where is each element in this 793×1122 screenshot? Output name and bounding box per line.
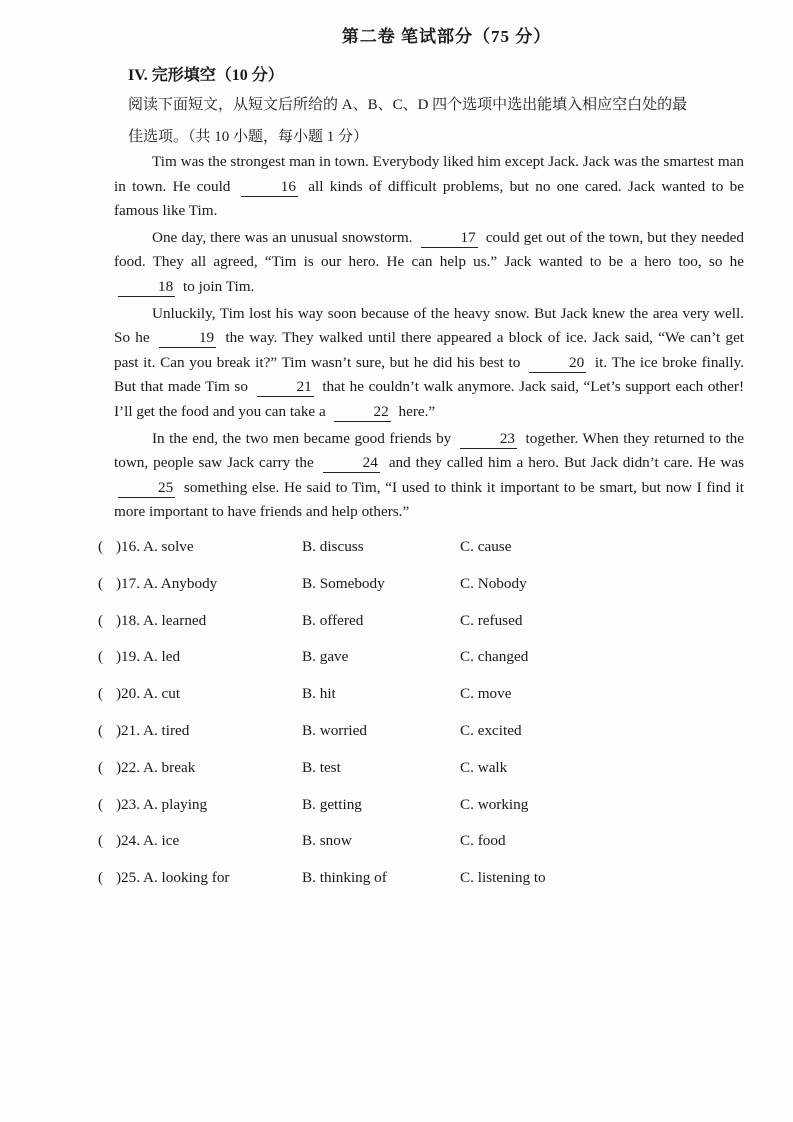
option-b: B. worried	[302, 721, 367, 739]
question-20	[92, 681, 742, 718]
option-b: B. gave	[302, 648, 349, 666]
blank-25: 25	[118, 479, 175, 498]
option-c: C. changed	[460, 648, 529, 666]
option-a: )19. A. led	[116, 648, 181, 666]
question-25	[92, 865, 742, 902]
answer-paren[interactable]: (	[98, 758, 104, 776]
option-b: B. thinking of	[302, 869, 387, 887]
option-b: B. snow	[302, 832, 352, 850]
question-24	[92, 828, 742, 865]
passage-text: One day, there was an unusual snowstorm.	[152, 228, 413, 246]
passage-text: Tim was the strongest man in town. Everybody liked him except Jack. Jack was the smartest man in town. He could	[114, 153, 744, 195]
passage-text: Unluckily, Tim lost his way soon because of the heavy snow. But Jack knew the area very well. So he	[114, 304, 744, 347]
answer-options	[92, 534, 742, 902]
option-b: B. hit	[302, 685, 336, 703]
option-a: )21. A. tired	[116, 721, 190, 739]
answer-paren[interactable]: (	[98, 538, 104, 555]
passage-text: to join Tim.	[182, 277, 255, 295]
passage-text: that he couldn’t walk anymore. Jack said, “Let’s support each other! I’ll get the food and you can take a	[114, 378, 745, 420]
option-c: C. food	[460, 832, 506, 850]
option-a: )16. A. solve	[116, 538, 194, 555]
option-b: B. test	[302, 758, 341, 776]
paragraph-4	[114, 427, 744, 525]
answer-paren[interactable]: (	[98, 611, 104, 629]
passage-text: could get out of the town, but they needed food. They all agreed, “Tim is our hero. He can help us.” Jack wanted to be a hero too, so he	[114, 228, 745, 271]
option-c: C. move	[460, 685, 512, 703]
option-a: )18. A. learned	[116, 611, 207, 629]
paragraph-3	[114, 302, 744, 425]
blank-20: 20	[529, 354, 586, 373]
instruction-line-2: 佳选项。（共 10 小题，每小题 1 分）	[128, 129, 369, 145]
paragraph-1	[114, 150, 744, 224]
option-a: )17. A. Anybody	[116, 574, 218, 592]
passage-text: all kinds of difficult problems, but no one cared. Jack wanted to be famous like Tim.	[114, 177, 745, 220]
answer-paren[interactable]: (	[98, 869, 104, 887]
blank-21: 21	[257, 378, 314, 397]
option-c: C. walk	[460, 758, 508, 776]
option-c: C. Nobody	[460, 574, 527, 592]
option-a: )23. A. playing	[116, 795, 208, 813]
blank-16: 16	[241, 178, 298, 197]
option-c: C. cause	[460, 538, 512, 555]
passage-text: something else. He said to Tim, “I used to think it important to be smart, but now I find it more important to have friends and help others.”	[114, 478, 744, 521]
option-b: B. offered	[302, 611, 364, 629]
passage-text: it. The ice broke finally. But that made Tim so	[114, 353, 745, 396]
question-19	[92, 644, 742, 681]
paper-title: 第二卷 笔试部分（75 分）	[341, 27, 552, 46]
question-23	[92, 792, 742, 829]
passage-text: and they called him a hero. But Jack didn’t care. He was	[388, 454, 745, 472]
option-c: C. working	[460, 795, 529, 813]
question-16	[92, 534, 742, 571]
option-b: B. getting	[302, 795, 362, 813]
blank-17: 17	[421, 229, 478, 248]
passage-text: In the end, the two men became good friends by	[152, 429, 452, 447]
question-22	[92, 755, 742, 792]
blank-24: 24	[323, 454, 380, 473]
option-a: )25. A. looking for	[116, 869, 230, 887]
blank-23: 23	[460, 430, 517, 449]
question-17	[92, 571, 742, 608]
question-18	[92, 608, 742, 645]
blank-19: 19	[159, 329, 216, 348]
option-c: C. listening to	[460, 869, 546, 887]
option-b: B. Somebody	[302, 574, 385, 592]
answer-paren[interactable]: (	[98, 832, 104, 850]
option-c: C. excited	[460, 721, 522, 739]
option-b: B. discuss	[302, 538, 364, 555]
answer-paren[interactable]: (	[98, 574, 104, 592]
option-a: )22. A. break	[116, 758, 196, 776]
section-heading: IV. 完形填空（10 分）	[128, 67, 284, 84]
answer-paren[interactable]: (	[98, 721, 104, 739]
instruction-line-1: 阅读下面短文，从短文后所给的 A、B、C、D 四个选项中选出能填入相应空白处的最	[128, 97, 688, 113]
answer-paren[interactable]: (	[98, 685, 104, 703]
blank-22: 22	[334, 403, 391, 422]
passage-text: the way. They walked until there appeared a block of ice. Jack said, “We can’t get past it. Can you break it?” Tim wasn’t sure, but he did his best to	[114, 329, 745, 371]
passage-text: together. When they returned to the town, people saw Jack carry the	[114, 429, 744, 472]
question-21	[92, 718, 742, 755]
cloze-passage	[114, 150, 744, 525]
option-a: )20. A. cut	[116, 685, 181, 703]
passage-text: here.”	[398, 402, 436, 420]
blank-18: 18	[118, 278, 175, 297]
answer-paren[interactable]: (	[98, 648, 104, 666]
option-a: )24. A. ice	[116, 832, 180, 850]
paragraph-2	[114, 226, 744, 300]
answer-paren[interactable]: (	[98, 795, 104, 813]
option-c: C. refused	[460, 611, 523, 629]
